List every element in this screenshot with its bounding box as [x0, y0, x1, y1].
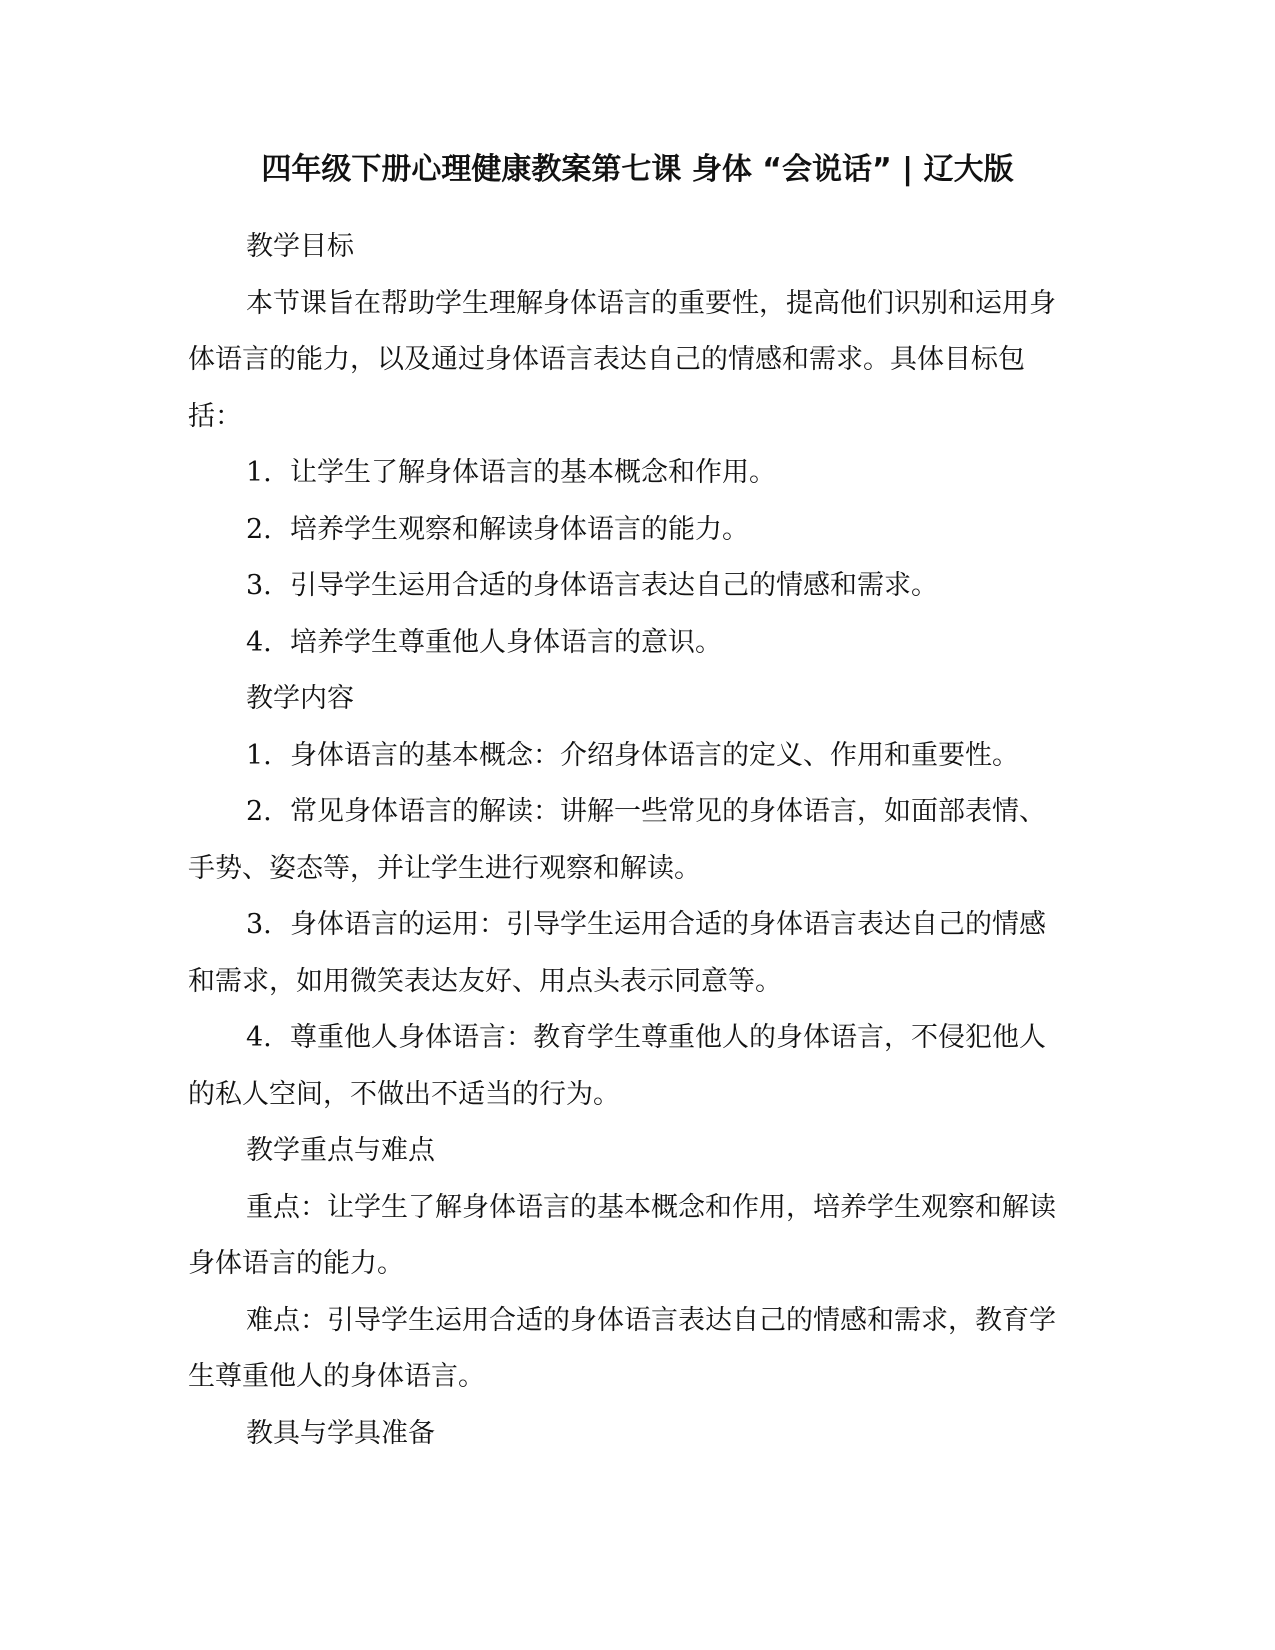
list-item-text: 让学生了解身体语言的基本概念和作用。	[290, 457, 776, 488]
list-item-text: 身体语言的基本概念：介绍身体语言的定义、作用和重要性。	[290, 739, 1019, 771]
list-item-text: 培养学生尊重他人身体语言的意识。	[290, 626, 722, 658]
list-item-number: 4.	[246, 1022, 272, 1053]
list-item-text: 身体语言的运用：引导学生运用合适的身体语言表达自己的情感和需求，如用微笑表达友好、用点头表示同意等。	[188, 909, 1046, 997]
list-item-number: 2.	[246, 796, 272, 827]
list-item	[188, 728, 1068, 785]
list-item-text: 引导学生运用合适的身体语言表达自己的情感和需求。	[290, 570, 938, 601]
list-item-number: 3.	[246, 570, 272, 601]
list-item-text: 常见身体语言的解读：讲解一些常见的身体语言，如面部表情、手势、姿态等，并让学生进行观察和解读。	[188, 796, 1046, 884]
section-heading-key-points: 教学重点与难点	[246, 1135, 435, 1166]
list-item	[188, 1010, 1068, 1123]
document-title: 四年级下册心理健康教案第七课 身体 “会说话” | 辽大版	[261, 152, 1014, 187]
list-item-number: 1.	[246, 739, 272, 771]
list-item-number: 1.	[246, 457, 272, 488]
list-item	[188, 897, 1068, 1010]
goals-intro: 本节课旨在帮助学生理解身体语言的重要性，提高他们识别和运用身体语言的能力，以及通过身体语言表达自己的情感和需求。具体目标包括：	[188, 287, 1056, 432]
list-item	[188, 502, 1068, 559]
section-heading-materials: 教具与学具准备	[246, 1417, 435, 1449]
list-item	[188, 784, 1068, 897]
list-item	[188, 558, 1068, 615]
list-item-number: 4.	[246, 626, 272, 658]
list-item-text: 培养学生观察和解读身体语言的能力。	[290, 513, 749, 545]
difficulty-paragraph: 难点：引导学生运用合适的身体语言表达自己的情感和需求，教育学生尊重他人的身体语言。	[188, 1304, 1056, 1392]
list-item-text: 尊重他人身体语言：教育学生尊重他人的身体语言，不侵犯他人的私人空间，不做出不适当的行为。	[188, 1022, 1046, 1110]
list-item	[188, 445, 1068, 502]
list-item-number: 3.	[246, 909, 272, 940]
section-heading-content: 教学内容	[246, 683, 354, 714]
key-point-paragraph: 重点：让学生了解身体语言的基本概念和作用，培养学生观察和解读身体语言的能力。	[188, 1191, 1056, 1279]
document-body	[188, 219, 1068, 1462]
list-item	[188, 615, 1068, 672]
section-heading-goals: 教学目标	[246, 231, 354, 262]
list-item-number: 2.	[246, 513, 272, 545]
